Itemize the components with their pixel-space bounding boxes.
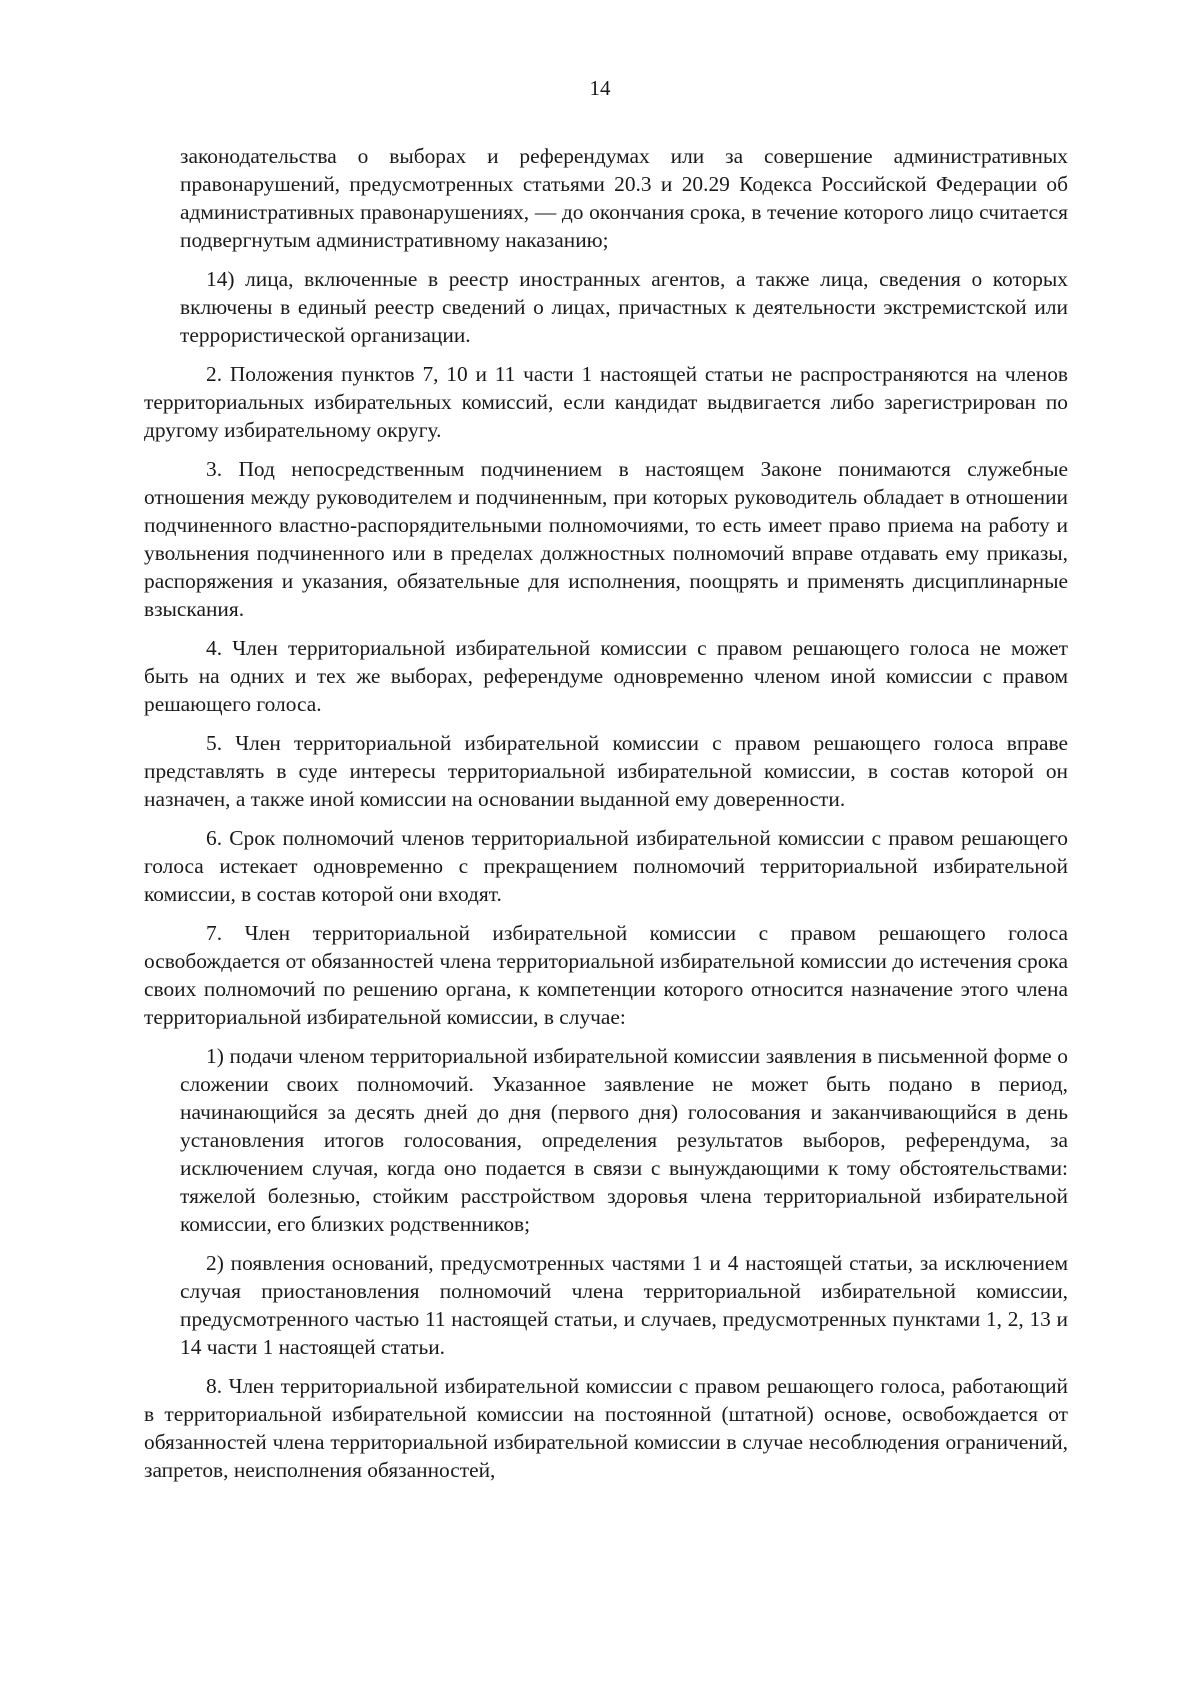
paragraph-item-14: 14) лица, включенные в реестр иностранных агентов, а также лица, сведения о которых включены в единый реестр сведений о лицах, причастных к деятельности экстремистской или террористической организации.: [180, 267, 1068, 347]
paragraph-part-2: 2. Положения пунктов 7, 10 и 11 части 1 настоящей статьи не распространяются на членов территориальных избирательных комиссий, если кандидат выдвигается либо зарегистрирован по другому избирательному округу.: [144, 362, 1068, 442]
paragraph-continuation: законодательства о выборах и референдумах или за совершение административных правонарушений, предусмотренных статьями 20.3 и 20.29 Кодекса Российской Федерации об административных правонарушениях, — до окончания срока, в течение которого лицо считается подвергнутым административному наказанию;: [180, 144, 1068, 252]
paragraph-part-8: 8. Член территориальной избирательной комиссии с правом решающего голоса, работающий в территориальной избирательной комиссии на постоянной (штатной) основе, освобождается от обязанностей члена территориальной избирательной комиссии в случае несоблюдения ограничений, запретов, неисполнения обязанностей,: [144, 1374, 1068, 1482]
page-number: 14: [589, 76, 611, 100]
paragraph-item-2: 2) появления оснований, предусмотренных частями 1 и 4 настоящей статьи, за исключением случая приостановления полномочий члена территориальной избирательной комиссии, предусмотренного частью 11 настоящей статьи, и случаев, предусмотренных пунктами 1, 2, 13 и 14 части 1 настоящей статьи.: [180, 1251, 1068, 1359]
paragraph-part-7: 7. Член территориальной избирательной комиссии с правом решающего голоса освобождается от обязанностей члена территориальной избирательной комиссии до истечения срока своих полномочий по решению органа, к компетенции которого относится назначение этого члена территориальной избирательной комиссии, в случае:: [144, 921, 1068, 1029]
paragraph-part-3: 3. Под непосредственным подчинением в настоящем Законе понимаются служебные отношения между руководителем и подчиненным, при которых руководитель обладает в отношении подчиненного властно-распорядительными полномочиями, то есть имеет право приема на работу и увольнения подчиненного или в пределах должностных полномочий вправе отдавать ему приказы, распоряжения и указания, обязательные для исполнения, поощрять и применять дисциплинарные взыскания.: [144, 457, 1068, 621]
document-body: [144, 142, 1068, 1495]
paragraph-item-1: 1) подачи членом территориальной избирательной комиссии заявления в письменной форме о сложении своих полномочий. Указанное заявление не может быть подано в период, начинающийся за десять дней до дня (первого дня) голосования и заканчивающийся в день установления итогов голосования, определения результатов выборов, референдума, за исключением случая, когда оно подается в связи с вынуждающими к тому обстоятельствами: тяжелой болезнью, стойким расстройством здоровья члена территориальной избирательной комиссии, его близких родственников;: [180, 1044, 1068, 1236]
paragraph-part-6: 6. Срок полномочий членов территориальной избирательной комиссии с правом решающего голоса истекает одновременно с прекращением полномочий территориальной избирательной комиссии, в состав которой они входят.: [144, 826, 1068, 906]
paragraph-part-4: 4. Член территориальной избирательной комиссии с правом решающего голоса не может быть на одних и тех же выборах, референдуме одновременно членом иной комиссии с правом решающего голоса.: [144, 636, 1068, 716]
paragraph-part-5: 5. Член территориальной избирательной комиссии с правом решающего голоса вправе представлять в суде интересы территориальной избирательной комиссии, в состав которой он назначен, а также иной комиссии на основании выданной ему доверенности.: [144, 731, 1068, 811]
